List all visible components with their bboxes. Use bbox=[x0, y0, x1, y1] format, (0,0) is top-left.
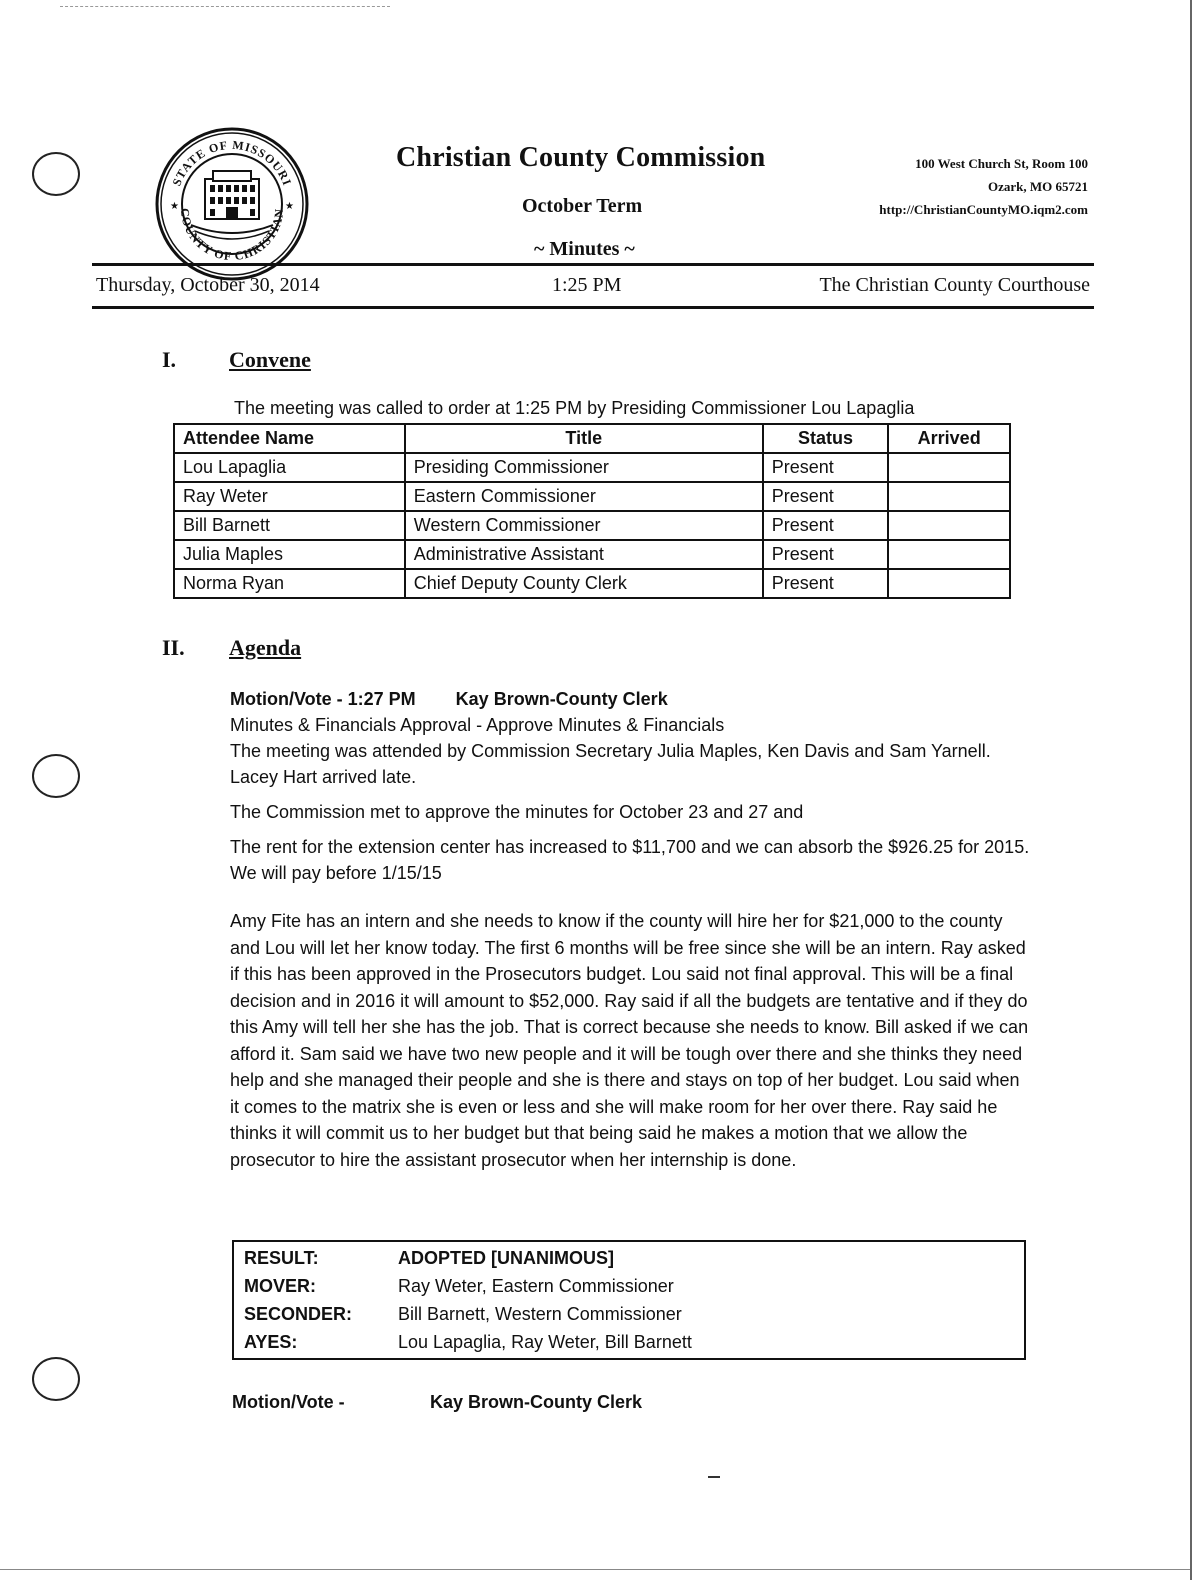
svg-text:STATE OF MISSOURI: STATE OF MISSOURI bbox=[169, 137, 295, 188]
attendee-arrived bbox=[888, 482, 1010, 511]
section-title-convene: Convene bbox=[229, 347, 311, 372]
motion-presenter: Kay Brown-County Clerk bbox=[455, 689, 668, 709]
motion-subject: Minutes & Financials Approval - Approve Minutes & Financials bbox=[230, 715, 725, 735]
attendee-status: Present bbox=[763, 482, 889, 511]
section-number-agenda: II. bbox=[162, 635, 185, 660]
attendee-arrived bbox=[888, 569, 1010, 598]
website-link[interactable]: http://ChristianCountyMO.iqm2.com bbox=[879, 202, 1088, 217]
punch-hole-middle bbox=[32, 754, 80, 798]
table-row bbox=[174, 453, 1010, 482]
svg-text:★: ★ bbox=[170, 201, 179, 212]
meeting-time: 1:25 PM bbox=[552, 274, 622, 296]
scan-top-dashes bbox=[60, 6, 390, 7]
scan-bottom-edge bbox=[0, 1569, 1190, 1570]
svg-text:★: ★ bbox=[285, 201, 294, 212]
attendee-status: Present bbox=[763, 540, 889, 569]
attendee-name: Julia Maples bbox=[174, 540, 405, 569]
motion-presenter-item-2: Kay Brown-County Clerk bbox=[430, 1392, 643, 1412]
seconder-value: Bill Barnett, Western Commissioner bbox=[398, 1304, 682, 1324]
attendee-name: Lou Lapaglia bbox=[174, 453, 405, 482]
minutes-paragraph: The Commission met to approve the minutes for October 23 and 27 and bbox=[230, 802, 804, 822]
county-seal-logo bbox=[155, 127, 309, 281]
column-header-attendee-name: Attendee Name bbox=[174, 424, 405, 453]
attendee-arrived bbox=[888, 453, 1010, 482]
address-city: Ozark, MO 65721 bbox=[987, 179, 1088, 194]
attendance-note: The meeting was attended by Commission Secretary Julia Maples, Ken Davis and Sam Yarnell. Lacey Hart arrived late. bbox=[230, 741, 991, 787]
attendee-status: Present bbox=[763, 511, 889, 540]
called-to-order-text: The meeting was called to order at 1:25 PM by Presiding Commissioner Lou Lapaglia bbox=[234, 398, 915, 418]
meeting-location: The Christian County Courthouse bbox=[819, 274, 1090, 296]
table-row bbox=[174, 569, 1010, 598]
page-mark bbox=[708, 1476, 720, 1478]
section-number-convene: I. bbox=[162, 347, 177, 372]
attendee-name: Norma Ryan bbox=[174, 569, 405, 598]
mover-value: Ray Weter, Eastern Commissioner bbox=[398, 1276, 674, 1296]
rent-paragraph: The rent for the extension center has increased to $11,700 and we can absorb the $926.25 for 2015. We will pay before 1/15/15 bbox=[230, 837, 1030, 883]
seconder-label: SECONDER: bbox=[244, 1304, 353, 1324]
document-title: Christian County Commission bbox=[396, 142, 766, 173]
punch-hole-bottom bbox=[32, 1357, 80, 1401]
motion-header bbox=[230, 686, 1030, 712]
section-title-agenda: Agenda bbox=[229, 635, 302, 660]
attendee-title: Western Commissioner bbox=[405, 511, 763, 540]
scan-right-edge bbox=[1190, 0, 1192, 1580]
table-row bbox=[174, 482, 1010, 511]
attendance-table bbox=[173, 423, 1011, 599]
svg-text:COUNTY OF CHRISTIAN: COUNTY OF CHRISTIAN bbox=[177, 207, 287, 264]
attendee-title: Presiding Commissioner bbox=[405, 453, 763, 482]
address-street: 100 West Church St, Room 100 bbox=[915, 156, 1088, 171]
column-header-title: Title bbox=[405, 424, 763, 453]
intern-discussion-paragraph: Amy Fite has an intern and she needs to know if the county will hire her for $21,000 to the county and Lou will let her know today. The first 6 months will be free since she will be an intern. Ray asked if this has been approved in the Prosecutors budget. Lou said not final approval. This will be a final decision and in 2016 it will amount to $52,000. Ray said if all the budgets are tentative and if they do this Amy will tell her she has the job. That is correct because she needs to know. Bill asked if we can afford it. Sam said we have two new people and it will be tough over there and she thinks they need help and she managed their people and she is there and stays on top of her budget. Lou said when it comes to the matrix she is even or less and she will make room for her over there. Ray said he thinks it will commit us to her budget but that being said he makes a motion that we allow the prosecutor to hire the assistant prosecutor when her internship is done. bbox=[230, 911, 1029, 1170]
result-value: ADOPTED [UNANIMOUS] bbox=[398, 1248, 614, 1268]
attendee-arrived bbox=[888, 511, 1010, 540]
punch-hole-top bbox=[32, 152, 80, 196]
ayes-value: Lou Lapaglia, Ray Weter, Bill Barnett bbox=[398, 1332, 692, 1352]
attendee-status: Present bbox=[763, 569, 889, 598]
attendee-title: Administrative Assistant bbox=[405, 540, 763, 569]
meeting-date: Thursday, October 30, 2014 bbox=[96, 274, 320, 296]
column-header-arrived: Arrived bbox=[888, 424, 1010, 453]
agenda-item-1 bbox=[230, 686, 1030, 895]
attendee-arrived bbox=[888, 540, 1010, 569]
result-label: RESULT: bbox=[244, 1248, 319, 1268]
meeting-term: October Term bbox=[522, 195, 643, 217]
ayes-label: AYES: bbox=[244, 1332, 298, 1352]
attendee-status: Present bbox=[763, 453, 889, 482]
attendee-title: Eastern Commissioner bbox=[405, 482, 763, 511]
motion-label-item-2: Motion/Vote - bbox=[232, 1392, 345, 1412]
attendance-header-row bbox=[174, 424, 1010, 453]
attendee-title: Chief Deputy County Clerk bbox=[405, 569, 763, 598]
table-row bbox=[174, 511, 1010, 540]
table-row bbox=[174, 540, 1010, 569]
column-header-status: Status bbox=[763, 424, 889, 453]
minutes-label: ~ Minutes ~ bbox=[534, 238, 635, 260]
mover-label: MOVER: bbox=[244, 1276, 316, 1296]
attendee-name: Ray Weter bbox=[174, 482, 405, 511]
attendee-name: Bill Barnett bbox=[174, 511, 405, 540]
motion-label: Motion/Vote - 1:27 PM bbox=[230, 689, 416, 709]
header-rule-top bbox=[92, 263, 1094, 266]
vote-result-box bbox=[232, 1240, 1026, 1360]
header-rule-bottom bbox=[92, 306, 1094, 309]
